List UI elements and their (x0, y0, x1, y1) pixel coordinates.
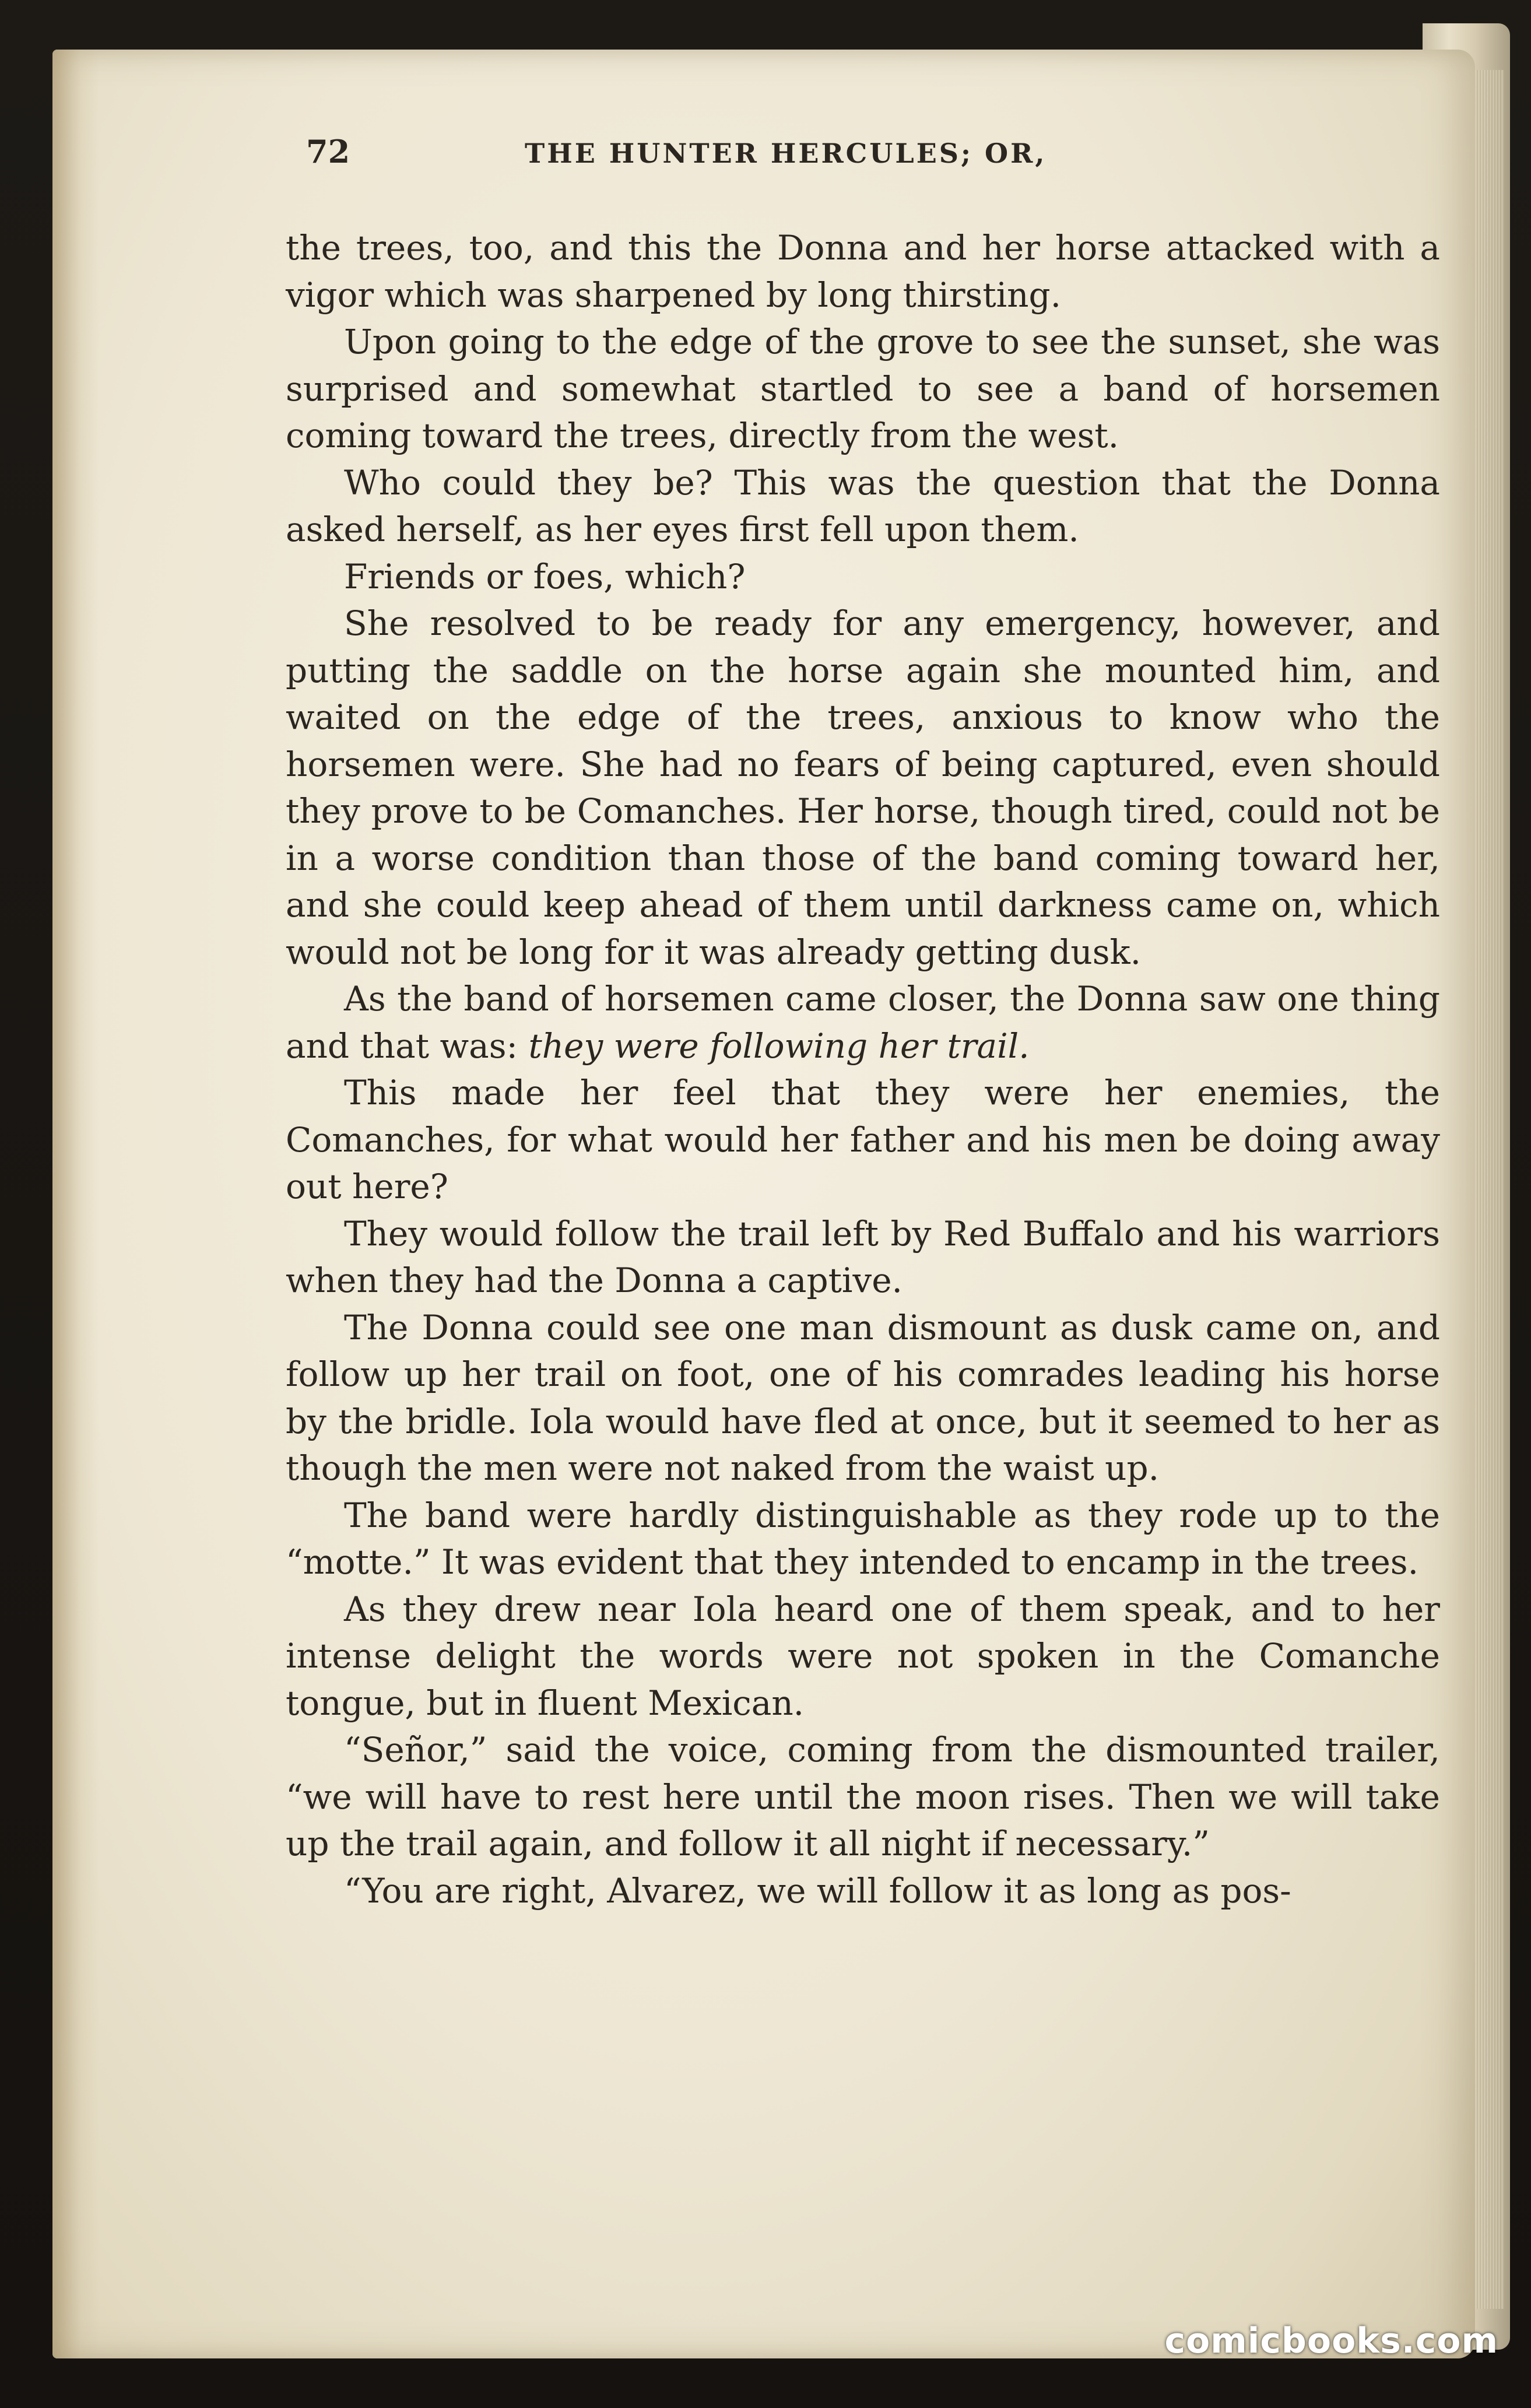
paragraph-text: They would follow the trail left by Red Buffalo and his warriors when they had the Donna a captive. (286, 1213, 1440, 1300)
paragraph (286, 600, 1440, 975)
paragraph (286, 1586, 1440, 1727)
paragraph (286, 318, 1440, 459)
paragraph-text: This made her feel that they were her enemies, the Comanches, for what would her father and his men be doing away out here? (286, 1073, 1440, 1206)
running-head: THE HUNTER HERCULES; OR, (525, 138, 1047, 169)
paragraph (286, 1868, 1440, 1915)
watermark: comicbooks.com (1164, 2321, 1498, 2361)
paragraph (286, 553, 1440, 601)
paragraph-text: As the band of horsemen came closer, the Donna saw one thing and that was: (286, 979, 1440, 1066)
paragraph (286, 1304, 1440, 1492)
page-number: 72 (306, 133, 350, 170)
paragraph-text: She resolved to be ready for any emergency, however, and putting the saddle on the horse again she mounted him, and waited on the edge of the trees, anxious to know who the horsemen were. She had no fears of being captured, even should they prove to be Comanches. Her horse, though tired, could not be in a worse condition than those of the band coming toward her, and she could keep ahead of them until darkness came on, which would not be long for it was already getting dusk. (286, 603, 1440, 972)
body-text (286, 224, 1440, 1914)
paragraph-text: Who could they be? This was the question that the Donna asked herself, as her eyes first fell upon them. (286, 462, 1440, 549)
paragraph (286, 1069, 1440, 1210)
paragraph (286, 224, 1440, 318)
paragraph-text: Friends or foes, which? (344, 556, 746, 596)
paragraph-text: the trees, too, and this the Donna and her horse attacked with a vigor which was sharpened by long thirsting. (286, 228, 1440, 315)
paragraph-text: “You are right, Alvarez, we will follow it as long as pos- (344, 1870, 1291, 1911)
paragraph-text: Upon going to the edge of the grove to see the sunset, she was surprised and somewhat startled to see a band of horsemen coming toward the trees, directly from the west. (286, 322, 1440, 455)
paragraph-text: “Señor,” said the voice, coming from the dismounted trailer, “we will have to rest here until the moon rises. Then we will take up the trail again, and follow it all night if necessary.” (286, 1730, 1440, 1863)
paragraph-text: As they drew near Iola heard one of them speak, and to her intense delight the words were not spoken in the Comanche tongue, but in fluent Mexican. (286, 1589, 1440, 1723)
italic-text: they were following her trail. (528, 1026, 1030, 1066)
paragraph-text: The band were hardly distinguishable as they rode up to the “motte.” It was evident that they intended to encamp in the trees. (286, 1495, 1440, 1582)
paragraph-text: The Donna could see one man dismount as dusk came on, and follow up her trail on foot, one of his comrades leading his horse by the bridle. Iola would have fled at once, but it seemed to her as though the men were not naked from the waist up. (286, 1307, 1440, 1488)
paragraph (286, 459, 1440, 553)
paragraph (286, 1726, 1440, 1868)
paragraph (286, 1210, 1440, 1304)
paragraph (286, 975, 1440, 1069)
page-gutter (52, 50, 99, 2358)
paragraph (286, 1492, 1440, 1586)
